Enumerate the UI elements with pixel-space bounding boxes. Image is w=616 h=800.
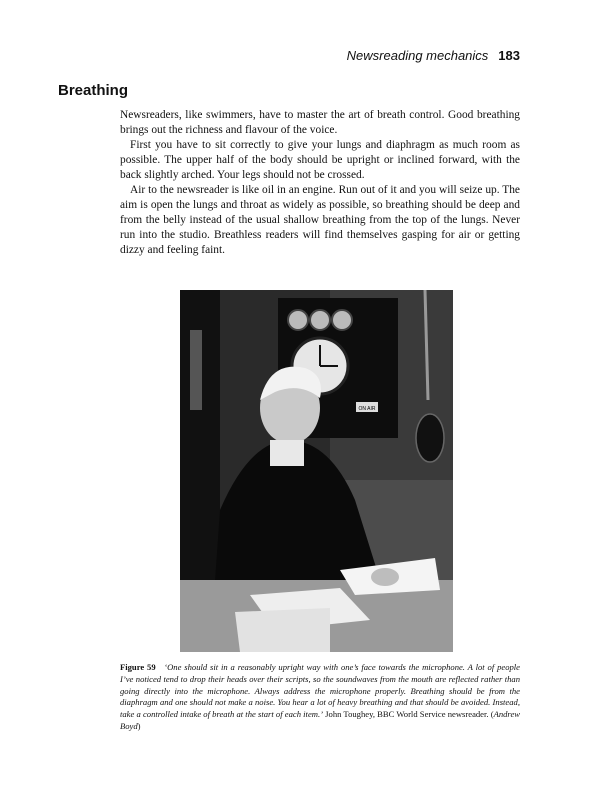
meter-dial-2 [310, 310, 330, 330]
body-text [120, 108, 520, 258]
section-heading: Breathing [58, 82, 129, 99]
studio-photo-illustration [180, 290, 453, 652]
figure-photo [180, 290, 453, 652]
meter-dial-3 [332, 310, 352, 330]
paragraph-3: Air to the newsreader is like oil in an engine. Run out of it and you will seize up. The aim is open the lungs and throat as widely as possible, so breathing should be deep and from the belly instead of the usual shallow breathing from the top of the lungs. Never run into the studio. Breathless readers will find themselves gasping for air or getting dizzy and feeling faint. [120, 184, 520, 256]
figure-caption: Figure 59 ‘One should sit in a reasonably upright way with one’s face towards the microphone. A lot of people I’ve noticed tend to drop their heads over their scripts, so the soundwaves from the mouth are reflected rather than going directly into the microphone. Always address the microphone properly. Breathing should be from the diaphragm and one should not make a noise. You hear a lot of heavy breathing and that should be avoided. Instead, take a controlled intake of breath at the start of each item.’ John Toughey, BBC World Service newsreader. (Andrew Boyd) [120, 662, 521, 731]
figure-label: Figure 59 [120, 662, 156, 672]
page-number: 183 [498, 48, 520, 63]
running-head [347, 48, 520, 63]
paragraph-1: Newsreaders, like swimmers, have to master the art of breath control. Good breathing brings out the richness and flavour of the voice. [120, 109, 520, 136]
figure-attribution: John Toughey, BBC World Service newsreader. [325, 709, 489, 720]
meter-dial-1 [288, 310, 308, 330]
paragraph-2: First you have to sit correctly to give your lungs and diaphragm as much room as possible. The upper half of the body should be upright or inclined forward, with the back slightly arched. Your legs should not be crossed. [120, 139, 520, 181]
on-air-sign: ON AIR [358, 406, 376, 412]
figure-quote: ‘One should sit in a reasonably upright way with one’s face towards the microphone. A lot of people I’ve noticed tend to drop their heads over their scripts, so the soundwaves from the mouth are reflected rather than going directly into the microphone. Always address the microphone properly. Breathing should be from the diaphragm and one should not make a noise. You hear a lot of heavy breathing and that should be avoided. Instead, take a controlled intake of breath at the start of each item.’ [120, 662, 520, 720]
photo-credit: Andrew Boyd [120, 709, 521, 731]
microphone [416, 414, 444, 462]
running-title: Newsreading mechanics [346, 48, 489, 63]
